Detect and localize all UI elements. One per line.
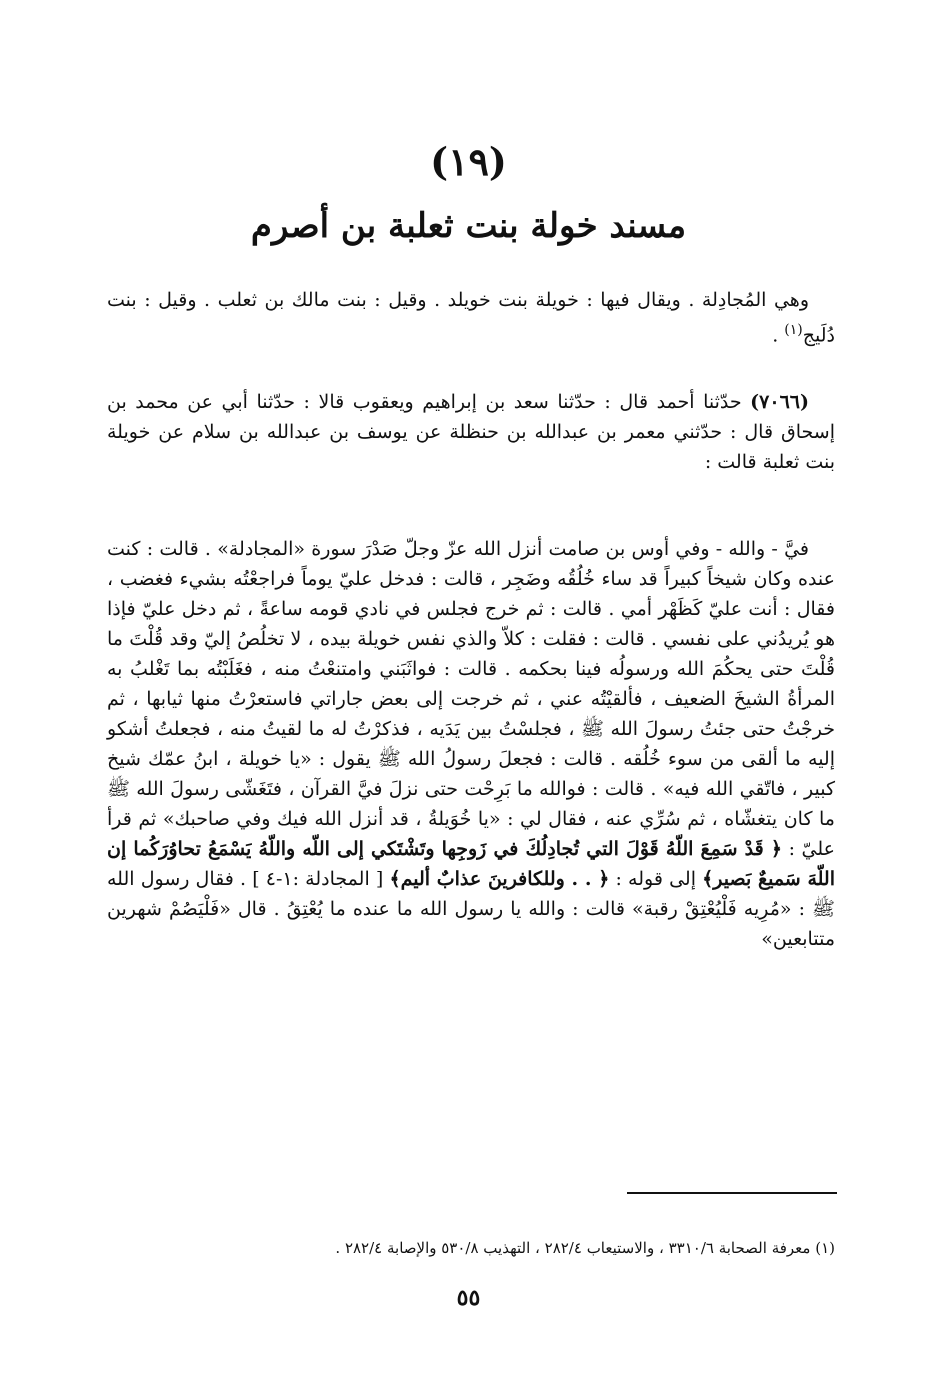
isnad-text: حدّثنا أحمد قال : حدّثنا سعد بن إبراهيم ويعقوب قالا : حدّثنا أبي عن محمد بن إسحاق قال : حدّثني معمر بن عبدالله بن حنظلة عن يوسف بن عبدالله بن سلام عن خويلة بنت ثعلبة قالت : — [107, 391, 835, 473]
matn-paragraph — [107, 534, 835, 954]
hadith-number: (٧٠٦٦) — [750, 391, 809, 413]
isnad-paragraph — [107, 387, 835, 477]
hadith-section-number: (١٩) — [430, 139, 507, 184]
footnote-marker: (١) — [784, 322, 803, 338]
matn-text-3: [ المجادلة :١-٤ ] . فقال رسول الله ﷺ : «مُرِيه فَلْيُعْتِقْ رقبة» قالت : والله يا رسول الله ما عنده ما يُعْتِقُ . قال «فَلْيَصُمْ شهرين متتابعين» — [107, 868, 835, 950]
quran-verse-1: ﴿ قَدْ سَمِعَ اللّهُ قَوْلَ التي تُجادِلُكَ في زَوجِها وتَشْتَكي إلى اللّه واللّهُ يَسْمَعُ تحاوُرَكُما إن اللّهَ سَميعٌ بَصير﴾ — [107, 838, 836, 890]
intro-text: وهي المُجادِلة . ويقال فيها : خويلة بنت خويلد . وقيل : بنت مالك بن ثعلب . وقيل : بنت دُلَيج — [107, 289, 835, 347]
intro-end: . — [772, 324, 785, 347]
quran-verse-2: ﴿ . . وللكافرينَ عذابٌ أليم﴾ — [389, 868, 610, 890]
matn-text-2: إلى قوله : — [609, 868, 703, 890]
chapter-title: مسند خولة بنت ثعلبة بن أصرم — [250, 206, 687, 246]
page-number: ٥٥ — [456, 1285, 481, 1311]
footnote-separator — [627, 1192, 837, 1194]
footnote: (١) معرفة الصحابة ٣٣١٠/٦ ، والاستيعاب ٢٨٢/٤ ، التهذيب ٥٣٠/٨ والإصابة ٢٨٢/٤ . — [335, 1239, 835, 1257]
matn-text-1: فيَّ - والله - وفي أوس بن صامت أنزل الله عزّ وجلّ صَدْرَ سورة «المجادلة» . قالت : كنت عنده وكان شيخاً كبيراً قد ساء خُلُقُه وضَجِر ، قالت : فدخل عليّ يوماً فراجعْتُه بشيء فغضب ، فقال : أنت عليّ كَظَهْر أمي . قالت : ثم خرج فجلس في نادي قومه ساعةً ، ثم دخل عليّ فإذا هو يُريدُني على نفسي . قالت : فقلت : كلاّ والذي نفس خويلة بيده ، لا تخلُصُ إليّ وقد قُلْتَ ما قُلْتَ حتى يحكُمَ الله ورسولُه فينا بحكمه . قالت : فواثَبَني وامتنعْتُ منه ، فغَلَبْتُه بما تَغْلبُ به المرأةُ الشيخَ الضعيف ، فألقيْتُه عني ، ثم خرجت إلى بعض جاراتي فاستعرْتُ منها ثيابها ، ثم خرجْتُ حتى جئتُ رسولَ الله ﷺ ، فجلسْتُ بين يَدَيه ، فذكرْتُ له ما لقيتُ منه ، فجعلتُ أشكو إليه ما ألقى من سوء خُلُقه . قالت : فجعلَ رسولُ الله ﷺ يقول : «يا خويلة ، ابنُ عمّك شيخ كبير ، فاتّقي الله فيه» . قالت : فوالله ما بَرِحْت حتى نزلَ فيَّ القرآن ، فتَغَشّى رسولَ الله ﷺ ما كان يتغشّاه ، ثم سُرِّي عنه ، فقال لي : «يا خُوَيلةُ ، قد أنزل الله فيك وفي صاحبك» ثم قرأ عليّ : — [107, 538, 835, 860]
intro-paragraph — [107, 285, 835, 350]
